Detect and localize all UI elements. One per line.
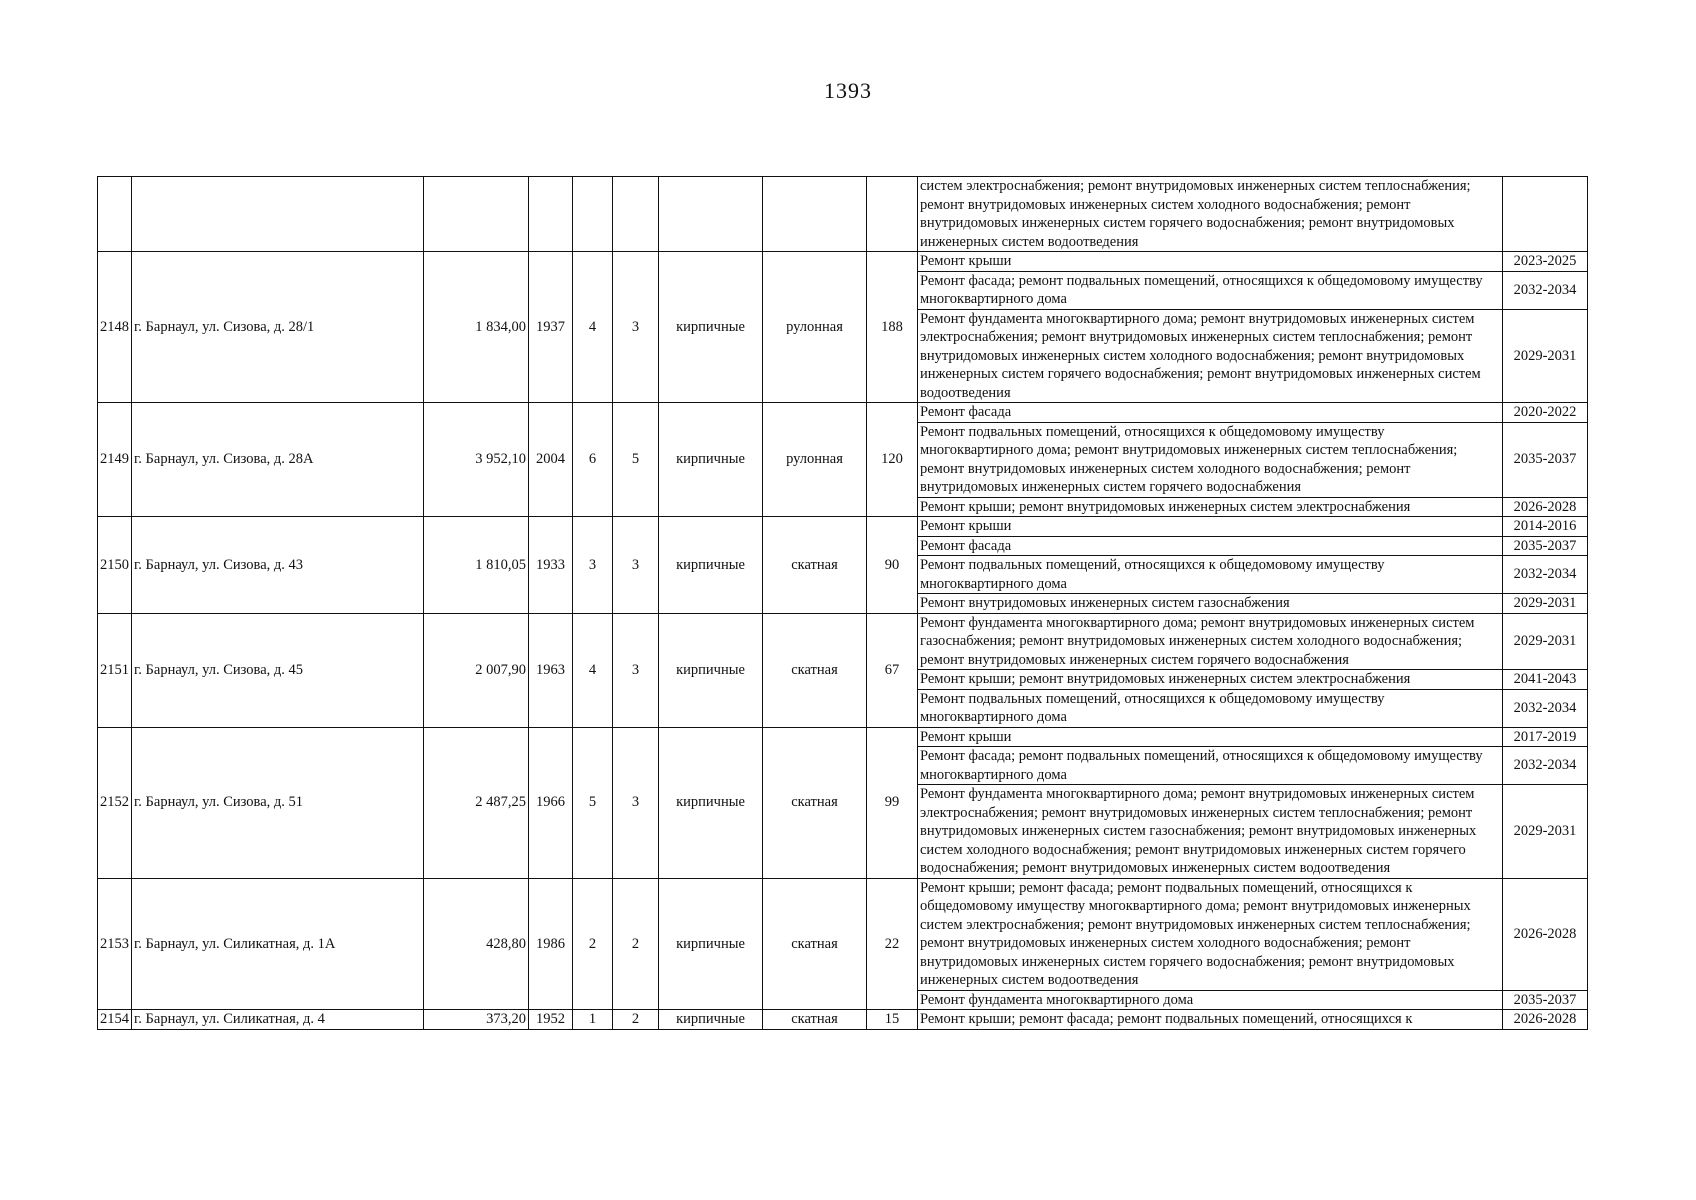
wall-material: кирпичные [659, 517, 763, 614]
work-description: Ремонт фундамента многоквартирного дома [918, 990, 1503, 1010]
resident-count: 99 [867, 727, 918, 878]
roof-type: рулонная [763, 403, 867, 517]
construction-year: 1952 [529, 1010, 573, 1030]
building-area: 1 810,05 [424, 517, 529, 614]
entrance-count: 3 [613, 613, 659, 727]
work-period: 2026-2028 [1503, 1010, 1588, 1030]
table-row [98, 727, 1588, 747]
work-period: 2020-2022 [1503, 403, 1588, 423]
work-description: Ремонт фундамента многоквартирного дома; ремонт внутридомовых инженерных систем газоснабжения; ремонт внутридомовых инженерных систем холодного водоснабжения; ремонт внутридомовых инженерных систем горячего водоснабжения [918, 613, 1503, 670]
work-period: 2041-2043 [1503, 670, 1588, 690]
work-period: 2032-2034 [1503, 556, 1588, 594]
building-address: г. Барнаул, ул. Сизова, д. 28А [132, 403, 424, 517]
capital-repair-table [97, 176, 1588, 1030]
building-number: 2149 [98, 403, 132, 517]
building-area: 2 487,25 [424, 727, 529, 878]
work-description: Ремонт крыши; ремонт внутридомовых инженерных систем электроснабжения [918, 497, 1503, 517]
building-address: г. Барнаул, ул. Сизова, д. 43 [132, 517, 424, 614]
work-period: 2029-2031 [1503, 785, 1588, 879]
work-description: Ремонт подвальных помещений, относящихся к общедомовому имуществу многоквартирного дома [918, 556, 1503, 594]
building-area: 428,80 [424, 878, 529, 1010]
empty-cell [424, 177, 529, 252]
work-description: Ремонт фасада [918, 536, 1503, 556]
empty-cell [132, 177, 424, 252]
floor-count: 1 [573, 1010, 613, 1030]
empty-cell [573, 177, 613, 252]
building-number: 2153 [98, 878, 132, 1010]
work-period: 2032-2034 [1503, 689, 1588, 727]
building-area: 3 952,10 [424, 403, 529, 517]
work-period: 2032-2034 [1503, 747, 1588, 785]
building-area: 373,20 [424, 1010, 529, 1030]
construction-year: 1963 [529, 613, 573, 727]
roof-type: скатная [763, 613, 867, 727]
floor-count: 4 [573, 613, 613, 727]
roof-type: скатная [763, 878, 867, 1010]
floor-count: 5 [573, 727, 613, 878]
wall-material: кирпичные [659, 1010, 763, 1030]
work-description: Ремонт подвальных помещений, относящихся к общедомовому имуществу многоквартирного дома [918, 689, 1503, 727]
work-description: Ремонт крыши; ремонт фасада; ремонт подвальных помещений, относящихся к общедомовому имуществу многоквартирного дома; ремонт внутридомовых инженерных систем электроснабжения; ремонт внутридомовых инженерных систем теплоснабжения; ремонт внутридомовых инженерных систем холодного водоснабжения; ремонт внутридомовых инженерных систем горячего водоснабжения; ремонт внутридомовых инженерных систем водоотведения [918, 878, 1503, 990]
entrance-count: 3 [613, 517, 659, 614]
building-address: г. Барнаул, ул. Силикатная, д. 1А [132, 878, 424, 1010]
resident-count: 22 [867, 878, 918, 1010]
wall-material: кирпичные [659, 252, 763, 403]
building-address: г. Барнаул, ул. Силикатная, д. 4 [132, 1010, 424, 1030]
roof-type: рулонная [763, 252, 867, 403]
work-description: Ремонт внутридомовых инженерных систем газоснабжения [918, 594, 1503, 614]
empty-cell [763, 177, 867, 252]
roof-type: скатная [763, 1010, 867, 1030]
work-description: Ремонт крыши [918, 727, 1503, 747]
empty-cell [98, 177, 132, 252]
roof-type: скатная [763, 727, 867, 878]
work-description: Ремонт фасада; ремонт подвальных помещений, относящихся к общедомовому имуществу многоквартирного дома [918, 271, 1503, 309]
work-period: 2029-2031 [1503, 594, 1588, 614]
building-address: г. Барнаул, ул. Сизова, д. 45 [132, 613, 424, 727]
work-period: 2026-2028 [1503, 497, 1588, 517]
roof-type: скатная [763, 517, 867, 614]
resident-count: 67 [867, 613, 918, 727]
entrance-count: 2 [613, 1010, 659, 1030]
table-row [98, 613, 1588, 670]
building-number: 2152 [98, 727, 132, 878]
entrance-count: 5 [613, 403, 659, 517]
resident-count: 90 [867, 517, 918, 614]
table-row [98, 252, 1588, 272]
work-description: Ремонт крыши; ремонт внутридомовых инженерных систем электроснабжения [918, 670, 1503, 690]
floor-count: 2 [573, 878, 613, 1010]
work-period: 2014-2016 [1503, 517, 1588, 537]
construction-year: 1986 [529, 878, 573, 1010]
work-period: 2023-2025 [1503, 252, 1588, 272]
work-description: Ремонт крыши [918, 252, 1503, 272]
work-period: 2032-2034 [1503, 271, 1588, 309]
entrance-count: 3 [613, 727, 659, 878]
wall-material: кирпичные [659, 878, 763, 1010]
empty-cell [659, 177, 763, 252]
wall-material: кирпичные [659, 727, 763, 878]
resident-count: 120 [867, 403, 918, 517]
construction-year: 1937 [529, 252, 573, 403]
building-area: 1 834,00 [424, 252, 529, 403]
work-period: 2029-2031 [1503, 613, 1588, 670]
building-number: 2151 [98, 613, 132, 727]
work-period: 2017-2019 [1503, 727, 1588, 747]
work-description: Ремонт фундамента многоквартирного дома; ремонт внутридомовых инженерных систем электроснабжения; ремонт внутридомовых инженерных систем теплоснабжения; ремонт внутридомовых инженерных систем газоснабжения; ремонт внутридомовых инженерных систем холодного водоснабжения; ремонт внутридомовых инженерных систем горячего водоснабжения; ремонт внутридомовых инженерных систем водоотведения [918, 785, 1503, 879]
building-number: 2154 [98, 1010, 132, 1030]
work-description: Ремонт фундамента многоквартирного дома; ремонт внутридомовых инженерных систем электроснабжения; ремонт внутридомовых инженерных систем теплоснабжения; ремонт внутридомовых инженерных систем холодного водоснабжения; ремонт внутридомовых инженерных систем горячего водоснабжения; ремонт внутридомовых инженерных систем водоотведения [918, 309, 1503, 403]
construction-year: 2004 [529, 403, 573, 517]
work-period [1503, 177, 1588, 252]
building-address: г. Барнаул, ул. Сизова, д. 51 [132, 727, 424, 878]
work-description: систем электроснабжения; ремонт внутридомовых инженерных систем теплоснабжения; ремонт внутридомовых инженерных систем холодного водоснабжения; ремонт внутридомовых инженерных систем горячего водоснабжения; ремонт внутридомовых инженерных систем водоотведения [918, 177, 1503, 252]
building-area: 2 007,90 [424, 613, 529, 727]
continuation-row [98, 177, 1588, 252]
work-period: 2026-2028 [1503, 878, 1588, 990]
entrance-count: 2 [613, 878, 659, 1010]
construction-year: 1933 [529, 517, 573, 614]
work-period: 2035-2037 [1503, 422, 1588, 497]
empty-cell [529, 177, 573, 252]
construction-year: 1966 [529, 727, 573, 878]
resident-count: 188 [867, 252, 918, 403]
floor-count: 4 [573, 252, 613, 403]
wall-material: кирпичные [659, 613, 763, 727]
wall-material: кирпичные [659, 403, 763, 517]
resident-count: 15 [867, 1010, 918, 1030]
entrance-count: 3 [613, 252, 659, 403]
floor-count: 3 [573, 517, 613, 614]
work-description: Ремонт подвальных помещений, относящихся к общедомовому имуществу многоквартирного дома; ремонт внутридомовых инженерных систем теплоснабжения; ремонт внутридомовых инженерных систем холодного водоснабжения; ремонт внутридомовых инженерных систем горячего водоснабжения [918, 422, 1503, 497]
empty-cell [613, 177, 659, 252]
table-row [98, 878, 1588, 990]
work-description: Ремонт фасада [918, 403, 1503, 423]
building-number: 2148 [98, 252, 132, 403]
work-description: Ремонт крыши; ремонт фасада; ремонт подвальных помещений, относящихся к [918, 1010, 1503, 1030]
page-number: 1393 [824, 78, 872, 103]
table-row [98, 517, 1588, 537]
work-description: Ремонт крыши [918, 517, 1503, 537]
table-row [98, 403, 1588, 423]
work-period: 2035-2037 [1503, 536, 1588, 556]
work-description: Ремонт фасада; ремонт подвальных помещений, относящихся к общедомовому имуществу многоквартирного дома [918, 747, 1503, 785]
work-period: 2035-2037 [1503, 990, 1588, 1010]
floor-count: 6 [573, 403, 613, 517]
building-address: г. Барнаул, ул. Сизова, д. 28/1 [132, 252, 424, 403]
table-row [98, 1010, 1588, 1030]
work-period: 2029-2031 [1503, 309, 1588, 403]
empty-cell [867, 177, 918, 252]
building-number: 2150 [98, 517, 132, 614]
